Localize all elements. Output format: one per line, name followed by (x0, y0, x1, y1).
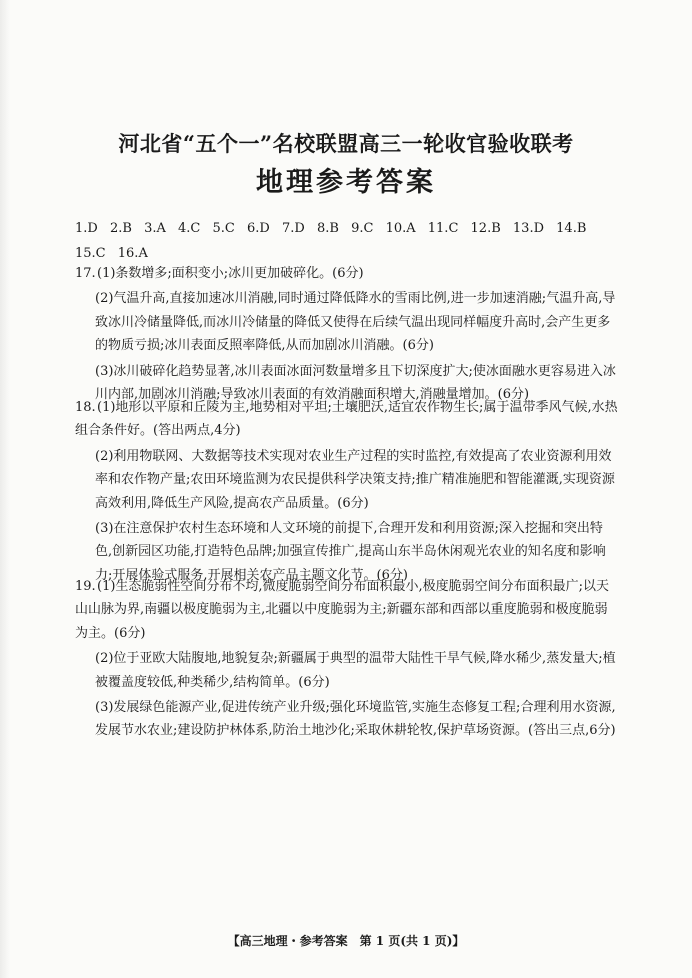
answer-part-1: (1)生态脆弱性空间分布不均,微度脆弱空间分布面积最小,极度脆弱空间分布面积最广;以天山山脉为界,南疆以极度脆弱为主,北疆以中度脆弱为主;新疆东部和西部以重度脆弱和极度脆弱为主。(6分) (75, 579, 610, 641)
choice-answer: 11.C (427, 221, 459, 236)
exam-subtitle: 地理参考答案 (256, 167, 436, 198)
answer-part-1: (1)条数增多;面积变小;冰川更加破碎化。(6分) (97, 266, 364, 281)
choice-answer: 3.A (144, 221, 166, 236)
question-number: 19. (75, 579, 96, 594)
choice-answer: 14.B (556, 221, 587, 236)
choice-answer: 5.C (212, 221, 235, 236)
choice-answer: 6.D (247, 221, 270, 236)
question-number: 17. (75, 266, 96, 281)
answer-part-3: (3)在注意保护农村生态环境和人文环境的前提下,合理开发和利用资源;深入挖掘和突出特色,创新园区功能,打造特色品牌;加强宣传推广,提高山东半岛休闲观光农业的知名度和影响力;开展体验式服务,开展相关农产品主题文化节。(6分) (95, 521, 606, 583)
choice-answer: 1.D (75, 221, 98, 236)
choice-answer: 16.A (117, 246, 148, 261)
answer-part-2: (2)位于亚欧大陆腹地,地貌复杂;新疆属于典型的温带大陆性干旱气候,降水稀少,蒸发量大;植被覆盖度较低,种类稀少,结构简单。(6分) (95, 651, 616, 690)
choice-answer: 7.D (281, 221, 305, 236)
answer-part-2: (2)利用物联网、大数据等技术实现对农业生产过程的实时监控,有效提高了农业资源利用效率和农作物产量;农田环境监测为农民提供科学决策支持;推广精准施肥和智能灌溉,实现资源高效利用,降低生产风险,提高农产品质量。(6分) (95, 448, 615, 511)
choice-answers-line-1 (75, 216, 615, 241)
choice-answers (75, 216, 615, 266)
choice-answer: 15.C (75, 246, 106, 261)
choice-answer: 8.B (316, 221, 339, 236)
question-17 (75, 262, 620, 406)
exam-title: 河北省“五个一”名校联盟高三一轮收官验收联考 (118, 131, 574, 156)
answer-part-3: (3)冰川破碎化趋势显著,冰川表面冰面河数量增多且下切深度扩大;使冰面融水更容易进入冰川内部,加剧冰川消融;导致冰川表面的有效消融面积增大,消融量增加。(6分) (95, 363, 616, 403)
answer-part-3: (3)发展绿色能源产业,促进传统产业升级;强化环境监管,实施生态修复工程;合理利用水资源,发展节水农业;建设防护林体系,防治土地沙化;采取休耕轮牧,保护草场资源。(答出三点,6分) (95, 700, 616, 739)
choice-answer: 4.C (178, 221, 201, 236)
page-footer: 【高三地理・参考答案 第 1 页(共 1 页)】 (227, 934, 465, 948)
question-number: 18. (75, 400, 96, 415)
choice-answer: 9.C (351, 221, 374, 236)
question-19 (75, 575, 620, 743)
question-18 (75, 396, 620, 587)
choice-answer: 2.B (109, 221, 132, 236)
choice-answer: 12.B (470, 221, 501, 236)
answer-part-1: (1)地形以平原和丘陵为主,地势相对平坦;土壤肥沃,适宜农作物生长;属于温带季风气候,水热组合条件好。(答出两点,4分) (75, 400, 618, 439)
answer-part-2: (2)气温升高,直接加速冰川消融,同时通过降低降水的雪雨比例,进一步加速消融;气温升高,导致冰川冷储量降低,而冰川冷储量的降低又使得在后续气温出现同样幅度升高时,会产生更多的物质亏损;冰川表面反照率降低,从而加剧冰川消融。(6分) (95, 291, 616, 354)
choice-answer: 13.D (512, 221, 545, 236)
choice-answer: 10.A (385, 221, 416, 236)
